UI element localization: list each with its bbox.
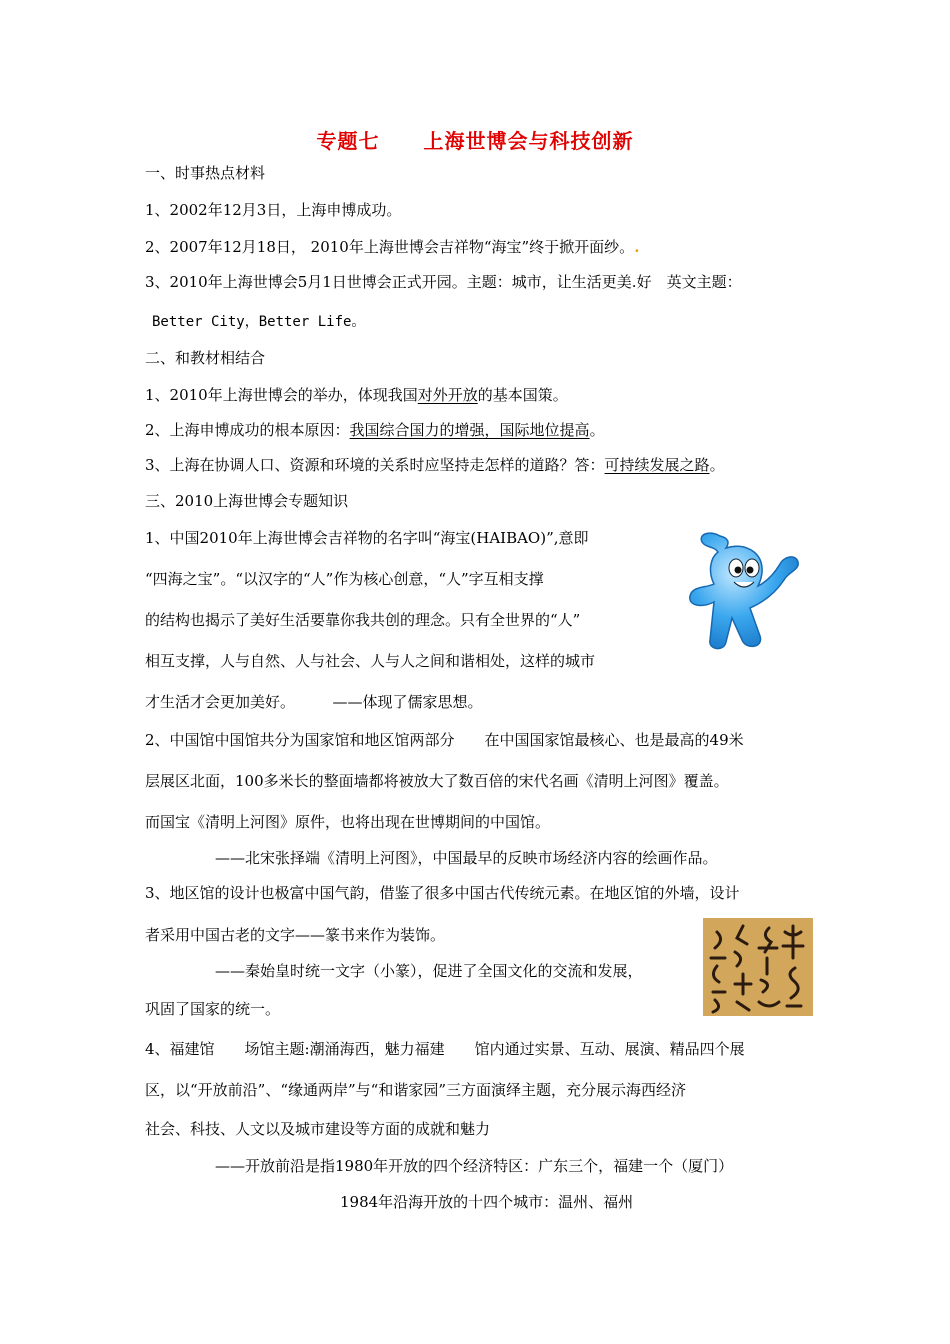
p1-line4: 相互支撑，人与自然、人与社会、人与人之间和谐相处，这样的城市 bbox=[145, 652, 596, 670]
p2-line2: 层展区北面，100多米长的整面墙都将被放大了数百倍的宋代名画《清明上河图》覆盖。 bbox=[145, 772, 729, 790]
p1-line3: 的结构也揭示了美好生活要靠你我共创的理念。只有全世界的“人” bbox=[145, 611, 581, 629]
s1-item2-mark: . bbox=[634, 238, 640, 256]
s1-item2 bbox=[145, 237, 639, 257]
s2-item1 bbox=[145, 385, 568, 405]
section3-heading: 三、2010上海世博会专题知识 bbox=[145, 492, 349, 510]
p3-line2: 者采用中国古老的文字——篆书来作为装饰。 bbox=[145, 926, 446, 944]
section1-heading: 一、时事热点材料 bbox=[145, 164, 266, 182]
p3-line4: 巩固了国家的统一。 bbox=[145, 1000, 281, 1018]
p1-line2: “四海之宝”。“以汉字的“人”作为核心创意，“人”字互相支撑 bbox=[145, 570, 544, 588]
p2-line3: 而国宝《清明上河图》原件，也将出现在世博期间的中国馆。 bbox=[145, 813, 551, 831]
p3-line1: 3、地区馆的设计也极富中国气韵，借鉴了很多中国古代传统元素。在地区馆的外墙，设计 bbox=[145, 884, 740, 902]
s2-item3 bbox=[145, 455, 725, 475]
s2-item2-pre: 2、上海申博成功的根本原因： bbox=[145, 421, 350, 439]
s1-item3: 3、2010年上海世博会5月1日世博会正式开园。主题：城市，让生活更美.好 英文主题： bbox=[145, 273, 742, 291]
seal-script-calligraphy-image bbox=[703, 918, 813, 1016]
section2-heading: 二、和教材相结合 bbox=[145, 349, 266, 367]
s2-item2-post: 。 bbox=[589, 421, 605, 439]
p3-line3: ——秦始皇时统一文字（小篆），促进了全国文化的交流和发展， bbox=[215, 962, 643, 980]
title-part2: 上海世博会与科技创新 bbox=[423, 129, 634, 153]
s2-item2 bbox=[145, 420, 605, 440]
s1-item3-english: Better City，Better Life。 bbox=[152, 314, 366, 330]
p2-line4: ——北宋张择端《清明上河图》，中国最早的反映市场经济内容的绘画作品。 bbox=[215, 849, 718, 867]
s1-item1: 1、2002年12月3日，上海申博成功。 bbox=[145, 201, 402, 219]
haibao-mascot-image bbox=[680, 528, 810, 656]
p4-line5: 1984年沿海开放的十四个城市：温州、福州 bbox=[340, 1193, 634, 1211]
page-title bbox=[0, 125, 950, 154]
title-part1: 专题七 bbox=[316, 129, 380, 153]
s2-item3-post: 。 bbox=[709, 456, 725, 474]
p4-line3: 社会、科技、人文以及城市建设等方面的成就和魅力 bbox=[145, 1120, 491, 1138]
s1-item2-text: 2、2007年12月18日， 2010年上海世博会吉祥物“海宝”终于掀开面纱。 bbox=[145, 238, 635, 256]
p1-line5: 才生活才会更加美好。 ——体现了儒家思想。 bbox=[145, 693, 483, 711]
p4-line4: ——开放前沿是指1980年开放的四个经济特区：广东三个，福建一个（厦门） bbox=[215, 1157, 734, 1175]
p4-line2: 区，以“开放前沿”、“缘通两岸”与“和谐家园”三方面演绎主题，充分展示海西经济 bbox=[145, 1081, 687, 1099]
s2-item1-pre: 1、2010年上海世博会的举办，体现我国 bbox=[145, 386, 418, 404]
s2-item3-pre: 3、上海在协调人口、资源和环境的关系时应坚持走怎样的道路？答： bbox=[145, 456, 605, 474]
p1-line1: 1、中国2010年上海世博会吉祥物的名字叫“海宝(HAIBAO)”,意即 bbox=[145, 529, 589, 547]
s2-item1-answer: 对外开放 bbox=[417, 386, 478, 404]
s2-item2-answer: 我国综合国力的增强，国际地位提高 bbox=[349, 421, 590, 439]
p2-line1: 2、中国馆中国馆共分为国家馆和地区馆两部分 在中国国家馆最核心、也是最高的49米 bbox=[145, 731, 744, 749]
p4-line1: 4、福建馆 场馆主题:潮涌海西，魅力福建 馆内通过实景、互动、展演、精品四个展 bbox=[145, 1040, 745, 1058]
s2-item3-answer: 可持续发展之路 bbox=[604, 456, 710, 474]
s2-item1-post: 的基本国策。 bbox=[477, 386, 568, 404]
